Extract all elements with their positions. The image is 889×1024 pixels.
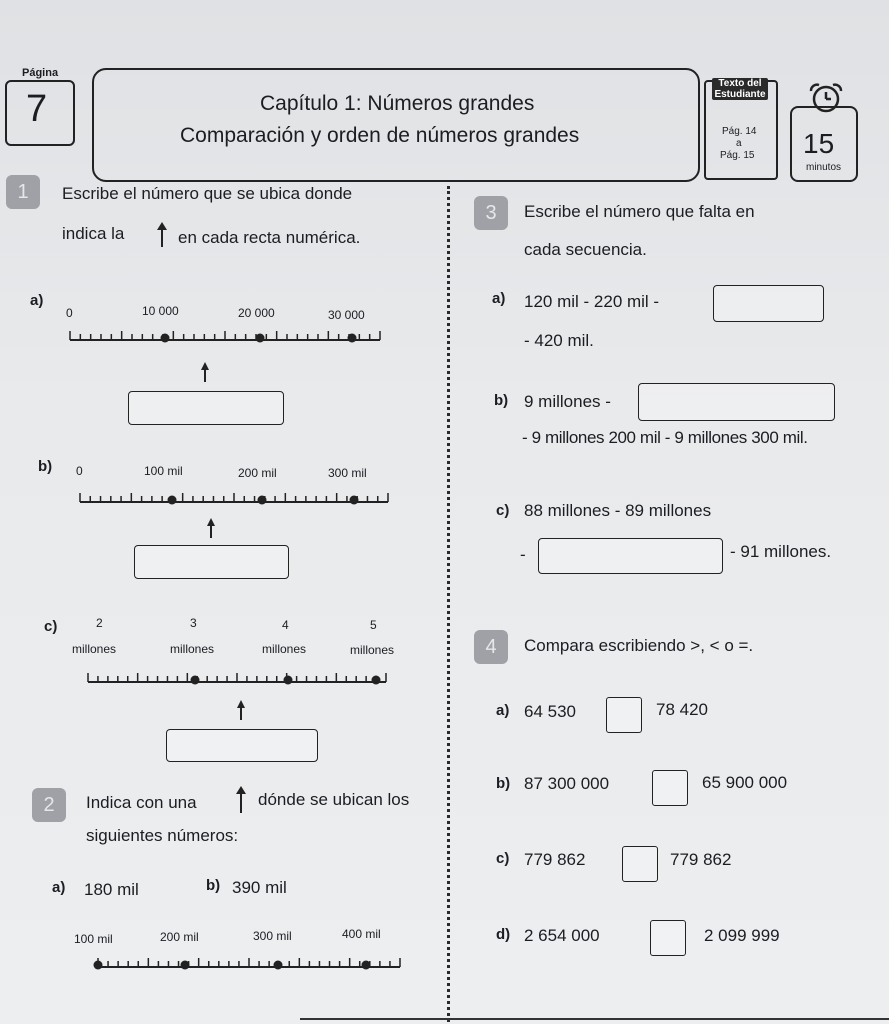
item-value: 180 mil [84,880,139,899]
exercise-instruction: siguientes números: [86,826,239,845]
tick-label: 30 000 [328,308,365,322]
compare-left: 2 654 000 [524,926,600,945]
item-label: b) [496,775,511,792]
exercise-instruction: indica la [62,224,125,243]
item-label: a) [30,292,44,309]
compare-left: 87 300 000 [524,774,610,793]
tick-label: millones [262,642,307,656]
exercise-number-badge: 1 [6,175,40,209]
tick-label: 20 000 [238,306,275,320]
exercise-instruction: en cada recta numérica. [178,228,361,247]
exercise-number-badge: 2 [32,788,66,822]
tick-label: 3 [190,616,197,630]
arrow-up-icon [156,220,168,253]
time-unit: minutos [806,162,842,173]
answer-box[interactable] [128,391,284,425]
exercise-instruction: Escribe el número que se ubica donde [62,184,353,203]
item-label: c) [496,502,510,519]
item-label: c) [496,850,510,867]
compare-right: 779 862 [670,850,732,869]
sequence-text: - 91 millones. [730,542,832,561]
point-marker [94,961,103,970]
book-page-end: Pág. 15 [720,150,755,161]
tick-label: 200 mil [238,466,277,480]
answer-box[interactable] [638,383,835,421]
exercise-instruction: Compara escribiendo >, < o =. [524,636,754,655]
point-marker [274,961,283,970]
tick-label: 100 mil [74,932,113,946]
sequence-text: 120 mil - 220 mil - [524,292,660,311]
point-marker [284,676,293,685]
item-label: a) [496,702,510,719]
compare-box[interactable] [650,920,686,956]
number-line [60,320,390,400]
point-marker [348,334,357,343]
item-label: b) [494,392,509,409]
page-number: 7 [26,88,48,130]
answer-box[interactable] [538,538,723,574]
tick-label: 4 [282,618,289,632]
book-label: Texto del Estudiante [712,78,768,100]
tick-label: 300 mil [253,929,292,943]
answer-box[interactable] [166,729,318,762]
exercise-number-badge: 3 [474,196,508,230]
sequence-text: 88 millones - 89 millones [524,501,712,520]
item-label: b) [38,458,53,475]
compare-left: 779 862 [524,850,586,869]
page-bottom-line [300,1018,889,1020]
exercise-instruction: cada secuencia. [524,240,647,259]
item-label: a) [52,879,66,896]
point-marker [161,334,170,343]
tick-label: 5 [370,618,377,632]
tick-label: 0 [66,306,73,320]
compare-right: 2 099 999 [704,926,780,945]
arrow-up-icon [235,784,247,819]
chapter-title: Capítulo 1: Números grandes [260,92,535,115]
tick-label: 200 mil [160,930,199,944]
book-page-start: Pág. 14 [722,126,757,137]
sequence-text: - 420 mil. [524,331,594,350]
exercise-instruction: dónde se ubican los [258,790,410,809]
tick-label: millones [72,642,117,656]
point-marker [372,676,381,685]
compare-right: 65 900 000 [702,773,788,792]
item-label: d) [496,926,511,943]
exercise-number-badge: 4 [474,630,508,664]
time-value: 15 [803,128,835,159]
item-label: c) [44,618,58,635]
tick-label: millones [350,643,395,657]
tick-label: 2 [96,616,103,630]
point-marker [181,961,190,970]
point-marker [350,496,359,505]
sequence-text: - 9 millones 200 mil - 9 millones 300 mil. [522,428,808,447]
item-label: b) [206,877,221,894]
compare-right: 78 420 [656,700,708,719]
compare-left: 64 530 [524,702,576,721]
item-label: a) [492,290,506,307]
tick-label: 10 000 [142,304,179,318]
page-label: Página [22,67,59,79]
tick-label: 0 [76,464,83,478]
column-divider [447,186,450,1022]
answer-box[interactable] [134,545,289,579]
compare-box[interactable] [652,770,688,806]
compare-box[interactable] [622,846,658,882]
tick-label: 300 mil [328,466,367,480]
item-value: 390 mil [232,878,287,897]
point-marker [258,496,267,505]
chapter-subtitle: Comparación y orden de números grandes [180,124,580,147]
tick-label: 100 mil [144,464,183,478]
exercise-instruction: Escribe el número que falta en [524,202,755,221]
sequence-text: - [520,545,526,564]
answer-box[interactable] [713,285,824,322]
point-marker [362,961,371,970]
point-marker [256,334,265,343]
tick-label: millones [170,642,215,656]
exercise-instruction: Indica con una [86,793,197,812]
tick-label: 400 mil [342,927,381,941]
number-line[interactable] [90,950,410,980]
point-marker [168,496,177,505]
point-marker [191,676,200,685]
compare-box[interactable] [606,697,642,733]
book-page-sep: a [736,138,742,149]
sequence-text: 9 millones - [524,392,611,411]
